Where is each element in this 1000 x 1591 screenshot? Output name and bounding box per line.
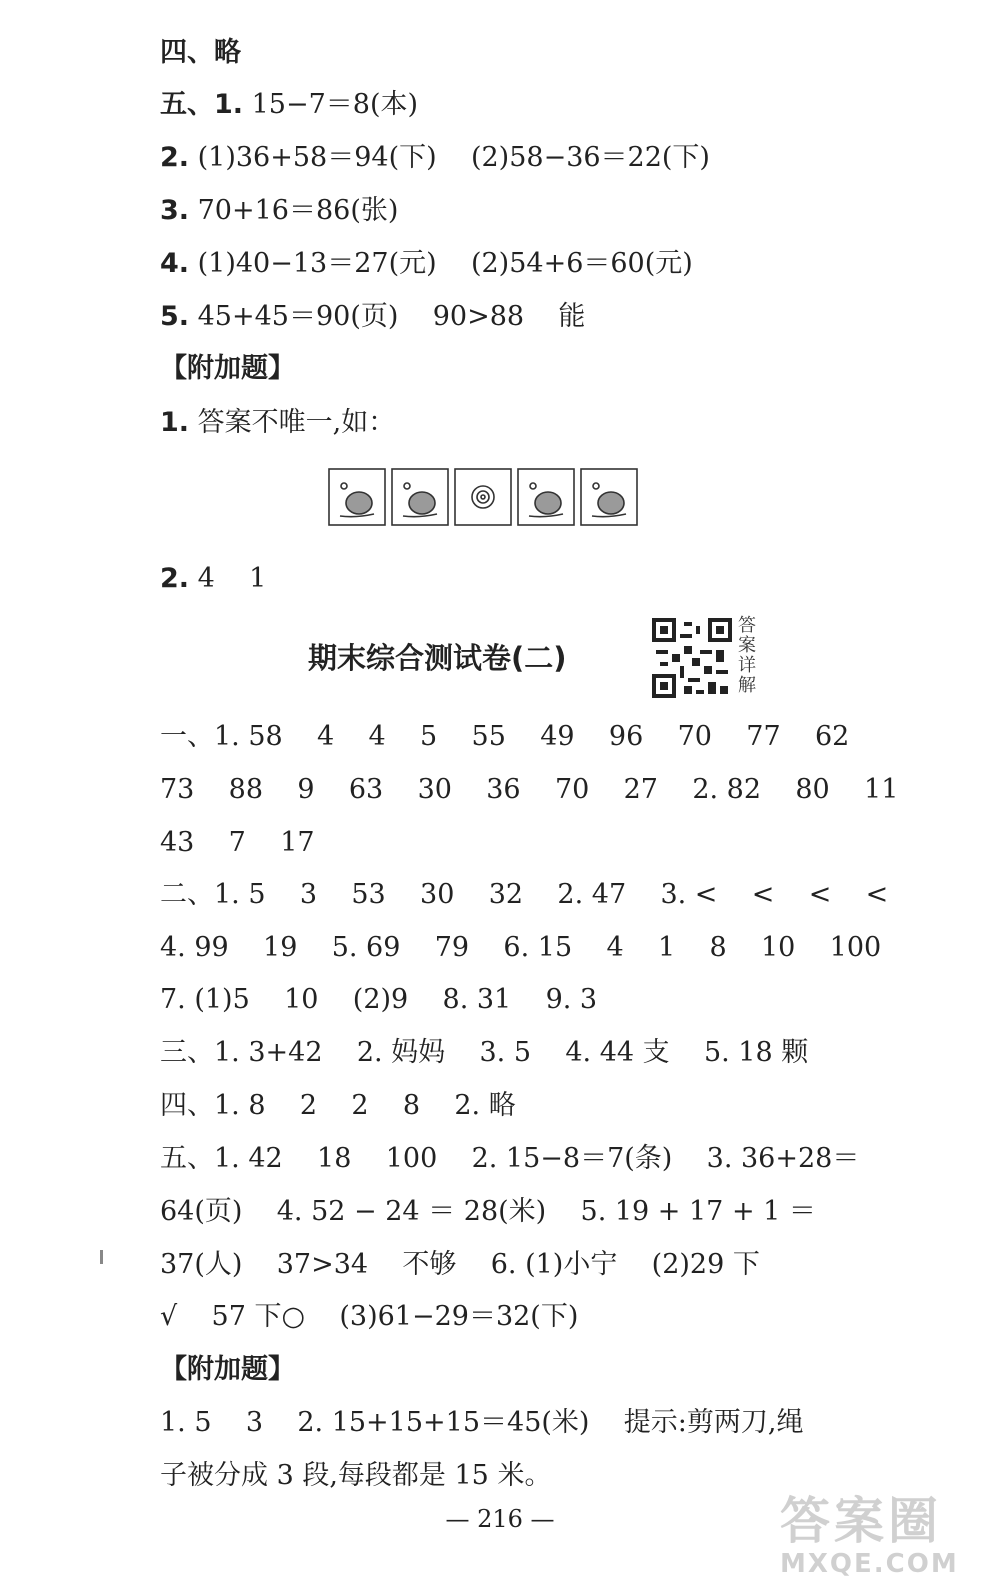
snail-box-2 (392, 469, 448, 525)
scan-speck (100, 1250, 103, 1264)
answer-line: 子被分成 3 段,每段都是 15 米。 (160, 1460, 552, 1491)
answer-line: 三、1. 3+42 2. 妈妈 3. 5 4. 44 支 5. 18 颗 (160, 1037, 809, 1068)
answer-line: 1. 5 3 2. 15+15+15＝45(米) 提示:剪两刀,绳 (160, 1407, 804, 1438)
answer-line: 二、1. 5 3 53 30 32 2. 47 3. < < < < (160, 879, 889, 910)
answer-line: 四、略 (160, 37, 241, 68)
bonus-heading: 【附加题】 (160, 1354, 295, 1385)
answer-line: 4. 99 19 5. 69 79 6. 15 4 1 8 10 100 (160, 932, 882, 963)
answer-line: 五、1. 42 18 100 2. 15−8＝7(条) 3. 36+28＝ (160, 1143, 860, 1174)
watermark-text: 答案圈 (780, 1492, 942, 1550)
answer-line: 一、1. 58 4 4 5 55 49 96 70 77 62 (160, 721, 850, 752)
snail-box-3 (455, 469, 511, 525)
answer-line: 四、1. 8 2 2 8 2. 略 (160, 1090, 516, 1121)
watermark-url: MXQE.COM (780, 1549, 959, 1579)
answer-line: 五、1. 15−7＝8(本) (160, 89, 419, 120)
answer-line: 7. (1)5 10 (2)9 8. 31 9. 3 (160, 984, 598, 1015)
watermark-logo (780, 1493, 980, 1583)
snail-pattern-figure (326, 466, 640, 528)
answer-line: 4. (1)40−13＝27(元) (2)54+6＝60(元) (160, 248, 693, 279)
answer-line: √ 57 下○ (3)61−29＝32(下) (160, 1301, 579, 1332)
answer-line: 73 88 9 63 30 36 70 27 2. 82 80 11 (160, 774, 899, 805)
answer-line: 43 7 17 (160, 827, 315, 858)
answer-line: 64(页) 4. 52 − 24 ＝ 28(米) 5. 19 + 17 + 1 ＝ (160, 1196, 816, 1227)
answer-line: 5. 45+45＝90(页) 90>88 能 (160, 301, 586, 332)
answer-line: 2. (1)36+58＝94(下) (2)58−36＝22(下) (160, 142, 710, 173)
qr-code-icon (652, 618, 732, 698)
bonus-heading: 【附加题】 (160, 353, 295, 384)
snail-box-5 (581, 469, 637, 525)
answer-line: 37(人) 37>34 不够 6. (1)小宁 (2)29 下 (160, 1249, 760, 1280)
snail-box-4 (518, 469, 574, 525)
section-title: 期末综合测试卷(二) (308, 641, 567, 675)
qr-caption: 答案详解 (738, 615, 756, 696)
page-number: — 216 — (445, 1505, 555, 1533)
answer-line: 1. 答案不唯一,如： (160, 407, 396, 438)
snail-box-1 (329, 469, 385, 525)
answer-line: 3. 70+16＝86(张) (160, 195, 399, 226)
answer-line: 2. 4 1 (160, 563, 267, 594)
